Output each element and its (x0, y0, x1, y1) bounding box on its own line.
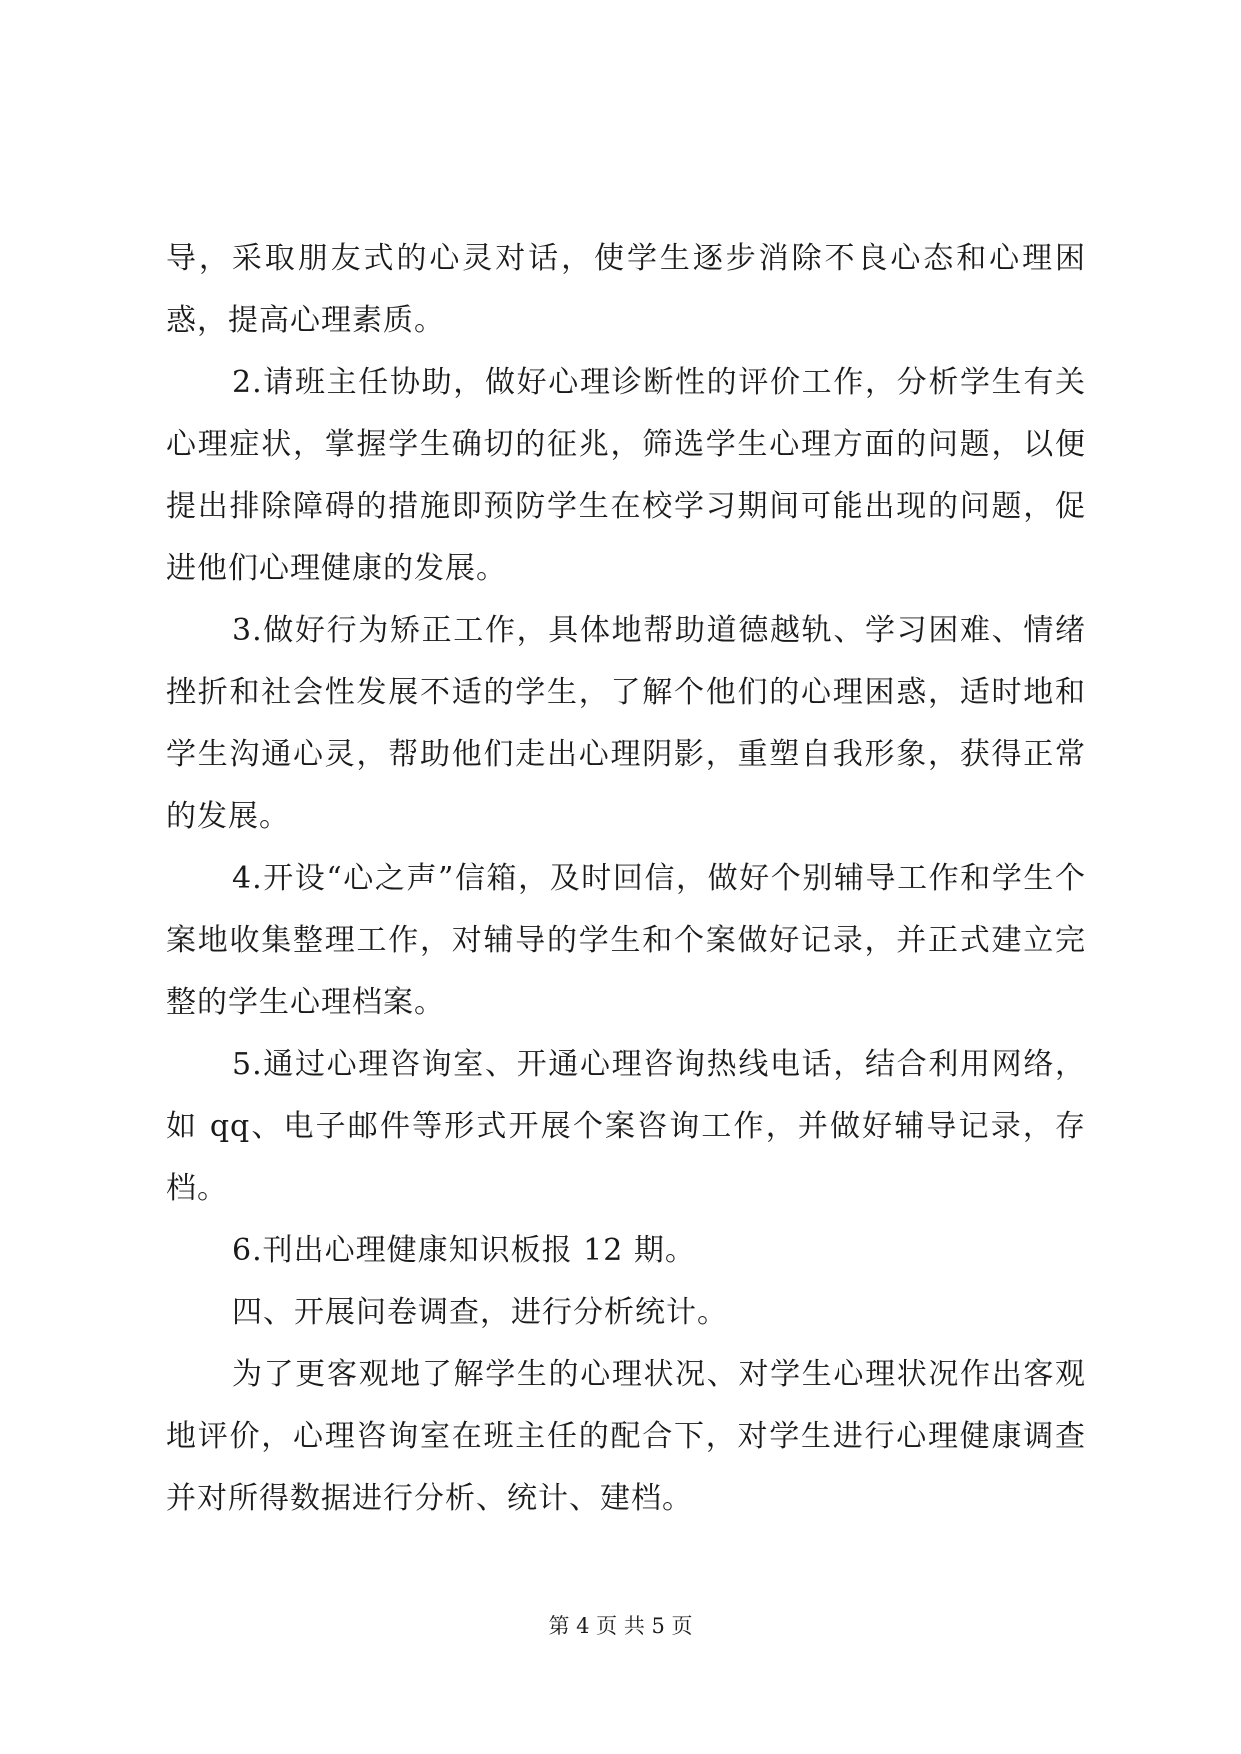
paragraph-continuation: 导，采取朋友式的心灵对话，使学生逐步消除不良心态和心理困惑，提高心理素质。 (166, 241, 1086, 338)
paragraph-item-6: 6.刊出心理健康知识板报 12 期。 (232, 1233, 696, 1268)
paragraph-survey: 为了更客观地了解学生的心理状况、对学生心理状况作出客观地评价，心理咨询室在班主任的配合下，对学生进行心理健康调查并对所得数据进行分析、统计、建档。 (166, 1357, 1086, 1516)
section-heading-4: 四、开展问卷调查，进行分析统计。 (232, 1295, 728, 1330)
body-text (166, 228, 1086, 1530)
page-number-footer: 第 4 页 共 5 页 (548, 1614, 693, 1638)
paragraph-item-4: 4.开设“心之声”信箱，及时回信，做好个别辅导工作和学生个案地收集整理工作，对辅导的学生和个案做好记录，并正式建立完整的学生心理档案。 (166, 861, 1086, 1020)
paragraph-item-2: 2.请班主任协助，做好心理诊断性的评价工作，分析学生有关心理症状，掌握学生确切的征兆，筛选学生心理方面的问题，以便提出排除障碍的措施即预防学生在校学习期间可能出现的问题，促进他们心理健康的发展。 (166, 365, 1086, 586)
paragraph-item-5: 5.通过心理咨询室、开通心理咨询热线电话，结合利用网络，如 qq、电子邮件等形式开展个案咨询工作，并做好辅导记录，存档。 (166, 1047, 1086, 1206)
paragraph-item-3: 3.做好行为矫正工作，具体地帮助道德越轨、学习困难、情绪挫折和社会性发展不适的学生，了解个他们的心理困惑，适时地和学生沟通心灵，帮助他们走出心理阴影，重塑自我形象，获得正常的发展。 (166, 613, 1086, 834)
